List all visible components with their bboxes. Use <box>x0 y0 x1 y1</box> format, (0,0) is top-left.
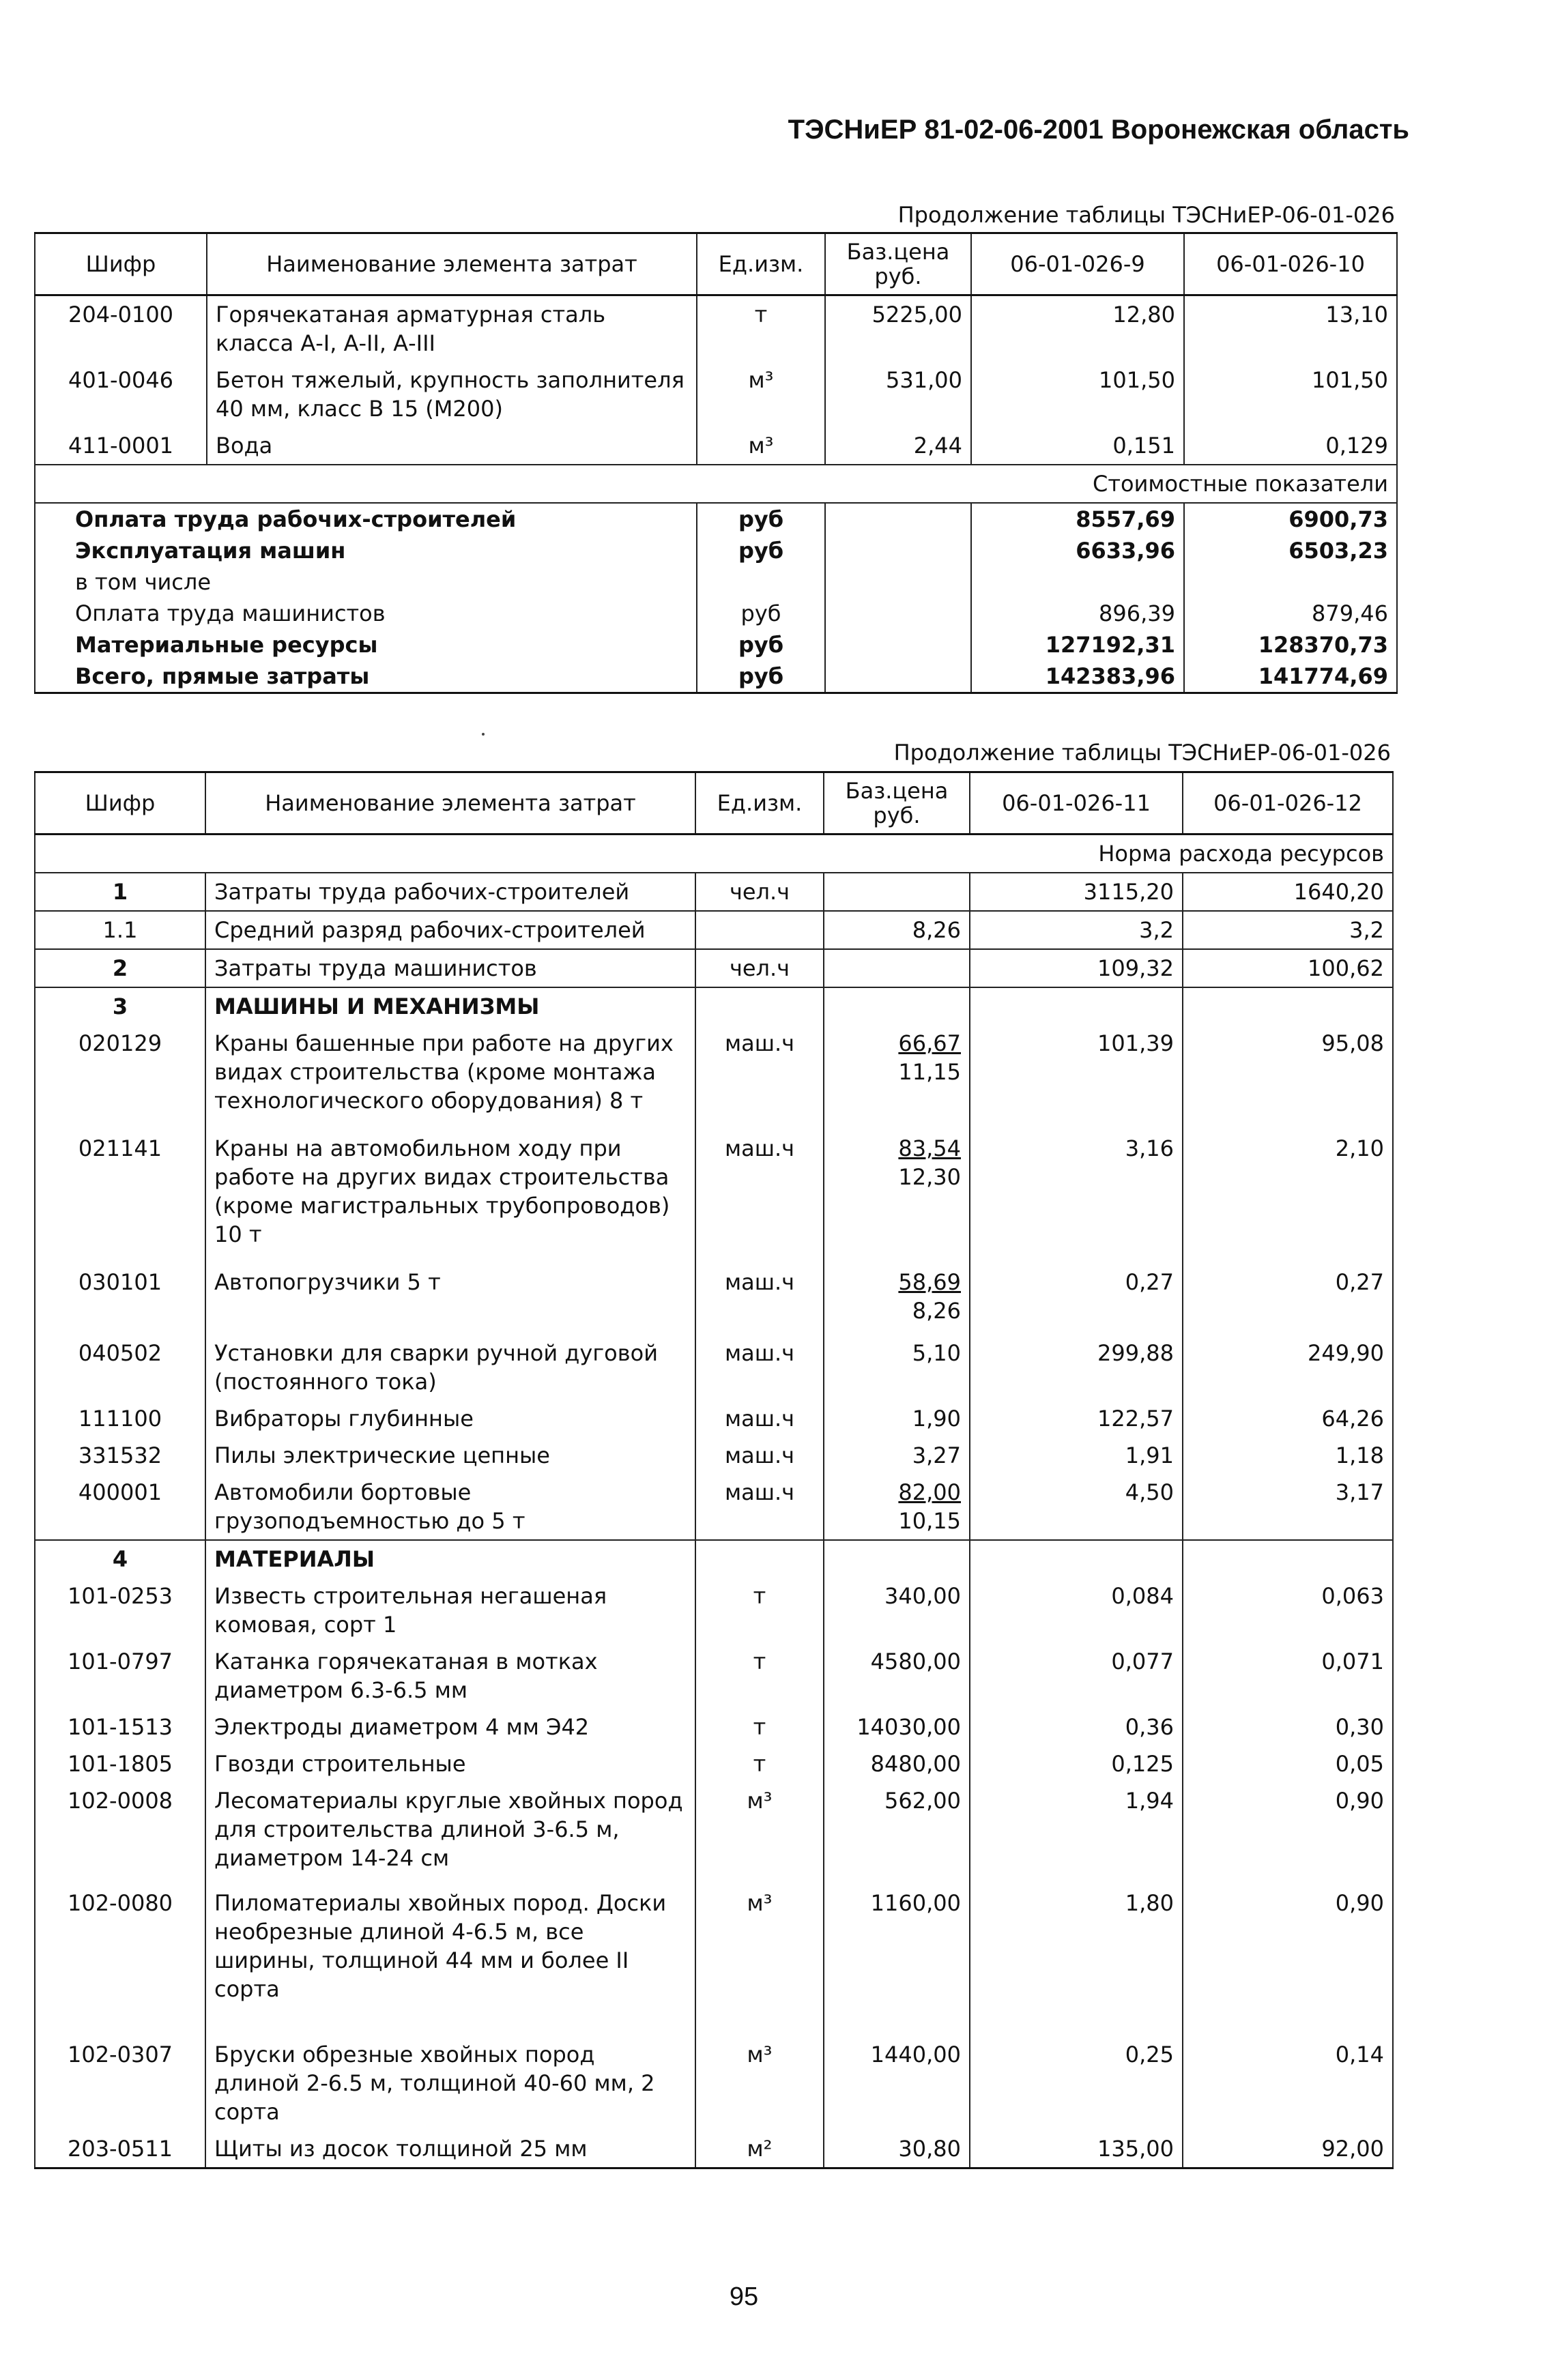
col-header-variant-10: 06-01-026-10 <box>1184 233 1397 295</box>
cost-value-1: 8557,69 <box>971 503 1184 535</box>
table2-header-row <box>35 772 1393 835</box>
cost-value-2: 6503,23 <box>1184 535 1397 566</box>
cost-value-1: 6633,96 <box>971 535 1184 566</box>
page-header-title: ТЭСНиЕР 81-02-06-2001 Воронежская область <box>788 115 1409 145</box>
row-unit: м³ <box>695 1876 824 2007</box>
row-name: Пиломатериалы хвойных пород. Доски необрезные длиной 4-6.5 м, все ширины, толщиной 44 мм и более II сорта <box>205 1876 695 2007</box>
row-unit: т <box>695 1709 824 1745</box>
row-unit: т <box>697 295 825 362</box>
row-price: 30,80 <box>824 2130 970 2168</box>
col-header-code: Шифр <box>35 772 205 835</box>
cost-unit <box>697 566 825 598</box>
cost-blank <box>825 535 971 566</box>
price-fraction-top: 83,54 <box>898 1135 961 1161</box>
row-unit <box>695 1540 824 1578</box>
cost-value-1: 896,39 <box>971 598 1184 629</box>
table-row <box>35 2130 1393 2168</box>
cost-indicators-section-row <box>35 465 1397 503</box>
page-number: 95 <box>729 2282 759 2311</box>
cost-label: в том числе <box>35 566 697 598</box>
price-fraction-bottom: 8,26 <box>912 1298 961 1324</box>
table2-caption: Продолжение таблицы ТЭСНиЕР-06-01-026 <box>893 740 1391 766</box>
cost-blank <box>825 503 971 535</box>
row-price <box>824 1025 970 1119</box>
col-header-variant-11: 06-01-026-11 <box>970 772 1183 835</box>
cost-unit: руб <box>697 503 825 535</box>
table-row <box>35 1253 1393 1329</box>
cost-value-2: 879,46 <box>1184 598 1397 629</box>
table-row <box>35 1643 1393 1709</box>
row-value-1 <box>970 1540 1183 1578</box>
col-header-unit: Ед.изм. <box>695 772 824 835</box>
row-price: 531,00 <box>825 362 971 427</box>
row-name: Известь строительная негашеная комовая, сорт 1 <box>205 1578 695 1643</box>
table-row <box>35 1329 1393 1400</box>
cost-value-2: 128370,73 <box>1184 629 1397 661</box>
row-name: Бруски обрезные хвойных пород длиной 2-6.5 м, толщиной 40-60 мм, 2 сорта <box>205 2007 695 2130</box>
cost-value-2: 6900,73 <box>1184 503 1397 535</box>
col-header-name: Наименование элемента затрат <box>205 772 695 835</box>
row-value-2: 249,90 <box>1183 1329 1393 1400</box>
col-header-variant-9: 06-01-026-9 <box>971 233 1184 295</box>
row-unit: маш.ч <box>695 1025 824 1119</box>
table-row <box>35 1578 1393 1643</box>
col-header-price: Баз.цена руб. <box>824 772 970 835</box>
row-price <box>824 873 970 911</box>
row-unit: м³ <box>697 362 825 427</box>
row-name: Пилы электрические цепные <box>205 1437 695 1474</box>
price-fraction-top: 82,00 <box>898 1479 961 1505</box>
row-code: 020129 <box>35 1025 205 1119</box>
row-price: 1440,00 <box>824 2007 970 2130</box>
row-value-1: 1,91 <box>970 1437 1183 1474</box>
row-name: Горячекатаная арматурная сталь класса А-I, А-II, А-III <box>207 295 697 362</box>
table-row <box>35 1025 1393 1119</box>
row-value-2: 0,27 <box>1183 1253 1393 1329</box>
row-value-2: 3,2 <box>1183 911 1393 949</box>
cost-blank <box>825 598 971 629</box>
cost-value-2 <box>1184 566 1397 598</box>
row-code: 411-0001 <box>35 427 207 465</box>
cost-unit: руб <box>697 535 825 566</box>
cost-row <box>35 661 1397 693</box>
price-fraction-top: 58,69 <box>898 1269 961 1295</box>
row-code: 101-0797 <box>35 1643 205 1709</box>
row-code: 401-0046 <box>35 362 207 427</box>
table-row <box>35 949 1393 987</box>
cost-label: Всего, прямые затраты <box>35 661 697 693</box>
section-header-row <box>35 987 1393 1025</box>
table-row <box>35 1474 1393 1540</box>
cost-value-1: 142383,96 <box>971 661 1184 693</box>
row-value-2: 1640,20 <box>1183 873 1393 911</box>
row-unit: м³ <box>697 427 825 465</box>
row-value-1: 0,077 <box>970 1643 1183 1709</box>
row-unit: маш.ч <box>695 1329 824 1400</box>
row-value-1: 122,57 <box>970 1400 1183 1437</box>
row-value-1: 0,25 <box>970 2007 1183 2130</box>
row-price <box>824 1253 970 1329</box>
cost-row <box>35 503 1397 535</box>
row-value-1: 299,88 <box>970 1329 1183 1400</box>
row-code: 101-1513 <box>35 1709 205 1745</box>
resource-norms-section-row <box>35 835 1393 873</box>
row-name: Средний разряд рабочих-строителей <box>205 911 695 949</box>
row-value-1: 3,2 <box>970 911 1183 949</box>
cost-blank <box>825 566 971 598</box>
row-price: 8,26 <box>824 911 970 949</box>
row-price <box>824 949 970 987</box>
row-value-1: 1,94 <box>970 1782 1183 1876</box>
row-code: 203-0511 <box>35 2130 205 2168</box>
row-price: 562,00 <box>824 1782 970 1876</box>
row-value-1: 0,125 <box>970 1745 1183 1782</box>
row-name: Щиты из досок толщиной 25 мм <box>205 2130 695 2168</box>
row-value-1: 101,39 <box>970 1025 1183 1119</box>
row-value-2: 0,063 <box>1183 1578 1393 1643</box>
row-unit: маш.ч <box>695 1400 824 1437</box>
cost-label: Эксплуатация машин <box>35 535 697 566</box>
row-code: 1.1 <box>35 911 205 949</box>
row-code: 204-0100 <box>35 295 207 362</box>
row-value-2: 0,129 <box>1184 427 1397 465</box>
row-code: 102-0080 <box>35 1876 205 2007</box>
table-row <box>35 295 1397 362</box>
cost-blank <box>825 661 971 693</box>
cost-row <box>35 566 1397 598</box>
row-value-1: 3115,20 <box>970 873 1183 911</box>
resources-table-1 <box>34 232 1398 694</box>
row-value-2: 0,90 <box>1183 1876 1393 2007</box>
col-header-price: Баз.цена руб. <box>825 233 971 295</box>
cost-value-1: 127192,31 <box>971 629 1184 661</box>
row-unit: маш.ч <box>695 1437 824 1474</box>
table-row <box>35 362 1397 427</box>
row-name: Затраты труда рабочих-строителей <box>205 873 695 911</box>
row-name: Автопогрузчики 5 т <box>205 1253 695 1329</box>
row-value-2: 64,26 <box>1183 1400 1393 1437</box>
table-row <box>35 911 1393 949</box>
cost-row <box>35 598 1397 629</box>
row-price: 4580,00 <box>824 1643 970 1709</box>
row-code: 102-0008 <box>35 1782 205 1876</box>
col-header-name: Наименование элемента затрат <box>207 233 697 295</box>
price-fraction-bottom: 12,30 <box>898 1164 961 1190</box>
resources-table-2 <box>34 771 1394 2169</box>
scan-speck <box>482 733 485 736</box>
row-name: Краны башенные при работе на других видах строительства (кроме монтажа технологического оборудования) 8 т <box>205 1025 695 1119</box>
row-code: 101-1805 <box>35 1745 205 1782</box>
row-price: 14030,00 <box>824 1709 970 1745</box>
section-header-row <box>35 1540 1393 1578</box>
row-value-2: 100,62 <box>1183 949 1393 987</box>
row-unit: м² <box>695 2130 824 2168</box>
table-row <box>35 1119 1393 1253</box>
row-code: 2 <box>35 949 205 987</box>
row-price: 5225,00 <box>825 295 971 362</box>
price-fraction-top: 66,67 <box>898 1030 961 1056</box>
table1-caption: Продолжение таблицы ТЭСНиЕР-06-01-026 <box>897 202 1395 228</box>
row-value-1: 0,27 <box>970 1253 1183 1329</box>
cost-row <box>35 629 1397 661</box>
row-value-2 <box>1183 1540 1393 1578</box>
cost-label: Оплата труда машинистов <box>35 598 697 629</box>
row-value-1 <box>970 987 1183 1025</box>
row-price <box>824 1119 970 1253</box>
row-value-1: 101,50 <box>971 362 1184 427</box>
table-row <box>35 1782 1393 1876</box>
row-price: 3,27 <box>824 1437 970 1474</box>
row-code: 040502 <box>35 1329 205 1400</box>
row-value-2: 92,00 <box>1183 2130 1393 2168</box>
col-header-unit: Ед.изм. <box>697 233 825 295</box>
cost-unit: руб <box>697 661 825 693</box>
row-price: 1160,00 <box>824 1876 970 2007</box>
row-price <box>824 1474 970 1540</box>
cost-unit: руб <box>697 598 825 629</box>
row-value-1: 135,00 <box>970 2130 1183 2168</box>
table-row <box>35 873 1393 911</box>
row-code: 111100 <box>35 1400 205 1437</box>
row-unit: чел.ч <box>695 873 824 911</box>
col-header-code: Шифр <box>35 233 207 295</box>
row-name: Гвозди строительные <box>205 1745 695 1782</box>
row-value-1: 0,151 <box>971 427 1184 465</box>
row-value-2: 2,10 <box>1183 1119 1393 1253</box>
row-code: 3 <box>35 987 205 1025</box>
table-row <box>35 1437 1393 1474</box>
cost-label: Материальные ресурсы <box>35 629 697 661</box>
row-price: 340,00 <box>824 1578 970 1643</box>
row-price: 8480,00 <box>824 1745 970 1782</box>
row-code: 101-0253 <box>35 1578 205 1643</box>
row-value-2: 95,08 <box>1183 1025 1393 1119</box>
row-name: Бетон тяжелый, крупность заполнителя 40 мм, класс В 15 (М200) <box>207 362 697 427</box>
row-unit: маш.ч <box>695 1253 824 1329</box>
row-unit: т <box>695 1745 824 1782</box>
row-name: Катанка горячекатаная в мотках диаметром 6.3-6.5 мм <box>205 1643 695 1709</box>
table-row <box>35 1876 1393 2007</box>
row-code: 331532 <box>35 1437 205 1474</box>
row-unit: м³ <box>695 1782 824 1876</box>
row-name: Электроды диаметром 4 мм Э42 <box>205 1709 695 1745</box>
row-name: МАТЕРИАЛЫ <box>205 1540 695 1578</box>
row-name: Затраты труда машинистов <box>205 949 695 987</box>
row-name: Автомобили бортовые грузоподъемностью до 5 т <box>205 1474 695 1540</box>
row-unit: маш.ч <box>695 1474 824 1540</box>
table-row <box>35 1400 1393 1437</box>
row-unit: т <box>695 1643 824 1709</box>
row-value-1: 0,084 <box>970 1578 1183 1643</box>
row-name: Вода <box>207 427 697 465</box>
row-unit: маш.ч <box>695 1119 824 1253</box>
row-price: 1,90 <box>824 1400 970 1437</box>
row-unit <box>695 987 824 1025</box>
row-value-2 <box>1183 987 1393 1025</box>
price-fraction-bottom: 10,15 <box>898 1508 961 1534</box>
row-code: 1 <box>35 873 205 911</box>
section-label: Стоимостные показатели <box>35 465 1397 503</box>
row-code: 021141 <box>35 1119 205 1253</box>
table-row <box>35 427 1397 465</box>
row-value-2: 0,90 <box>1183 1782 1393 1876</box>
row-code: 030101 <box>35 1253 205 1329</box>
cost-row <box>35 535 1397 566</box>
col-header-variant-12: 06-01-026-12 <box>1183 772 1393 835</box>
row-unit: т <box>695 1578 824 1643</box>
row-code: 102-0307 <box>35 2007 205 2130</box>
row-value-1: 1,80 <box>970 1876 1183 2007</box>
row-value-2: 0,05 <box>1183 1745 1393 1782</box>
price-fraction-bottom: 11,15 <box>898 1059 961 1085</box>
table-row <box>35 2007 1393 2130</box>
row-name: МАШИНЫ И МЕХАНИЗМЫ <box>205 987 695 1025</box>
row-value-2: 0,14 <box>1183 2007 1393 2130</box>
section-label: Норма расхода ресурсов <box>35 835 1393 873</box>
cost-value-2: 141774,69 <box>1184 661 1397 693</box>
row-value-2: 0,071 <box>1183 1643 1393 1709</box>
row-name: Лесоматериалы круглые хвойных пород для строительства длиной 3-6.5 м, диаметром 14-24 см <box>205 1782 695 1876</box>
row-code: 4 <box>35 1540 205 1578</box>
row-price <box>824 1540 970 1578</box>
row-price <box>824 987 970 1025</box>
row-value-2: 1,18 <box>1183 1437 1393 1474</box>
row-name: Краны на автомобильном ходу при работе на других видах строительства (кроме магистральных трубопроводов) 10 т <box>205 1119 695 1253</box>
row-name: Установки для сварки ручной дуговой (постоянного тока) <box>205 1329 695 1400</box>
row-unit: м³ <box>695 2007 824 2130</box>
cost-unit: руб <box>697 629 825 661</box>
row-value-1: 3,16 <box>970 1119 1183 1253</box>
row-unit: чел.ч <box>695 949 824 987</box>
cost-blank <box>825 629 971 661</box>
table-row <box>35 1745 1393 1782</box>
row-unit <box>695 911 824 949</box>
cost-label: Оплата труда рабочих-строителей <box>35 503 697 535</box>
row-value-1: 109,32 <box>970 949 1183 987</box>
row-value-1: 12,80 <box>971 295 1184 362</box>
row-value-2: 13,10 <box>1184 295 1397 362</box>
row-value-2: 0,30 <box>1183 1709 1393 1745</box>
table-row <box>35 1709 1393 1745</box>
row-value-1: 4,50 <box>970 1474 1183 1540</box>
row-code: 400001 <box>35 1474 205 1540</box>
row-value-1: 0,36 <box>970 1709 1183 1745</box>
row-price: 5,10 <box>824 1329 970 1400</box>
row-price: 2,44 <box>825 427 971 465</box>
table1-header-row <box>35 233 1397 295</box>
row-value-2: 3,17 <box>1183 1474 1393 1540</box>
cost-value-1 <box>971 566 1184 598</box>
row-value-2: 101,50 <box>1184 362 1397 427</box>
row-name: Вибраторы глубинные <box>205 1400 695 1437</box>
